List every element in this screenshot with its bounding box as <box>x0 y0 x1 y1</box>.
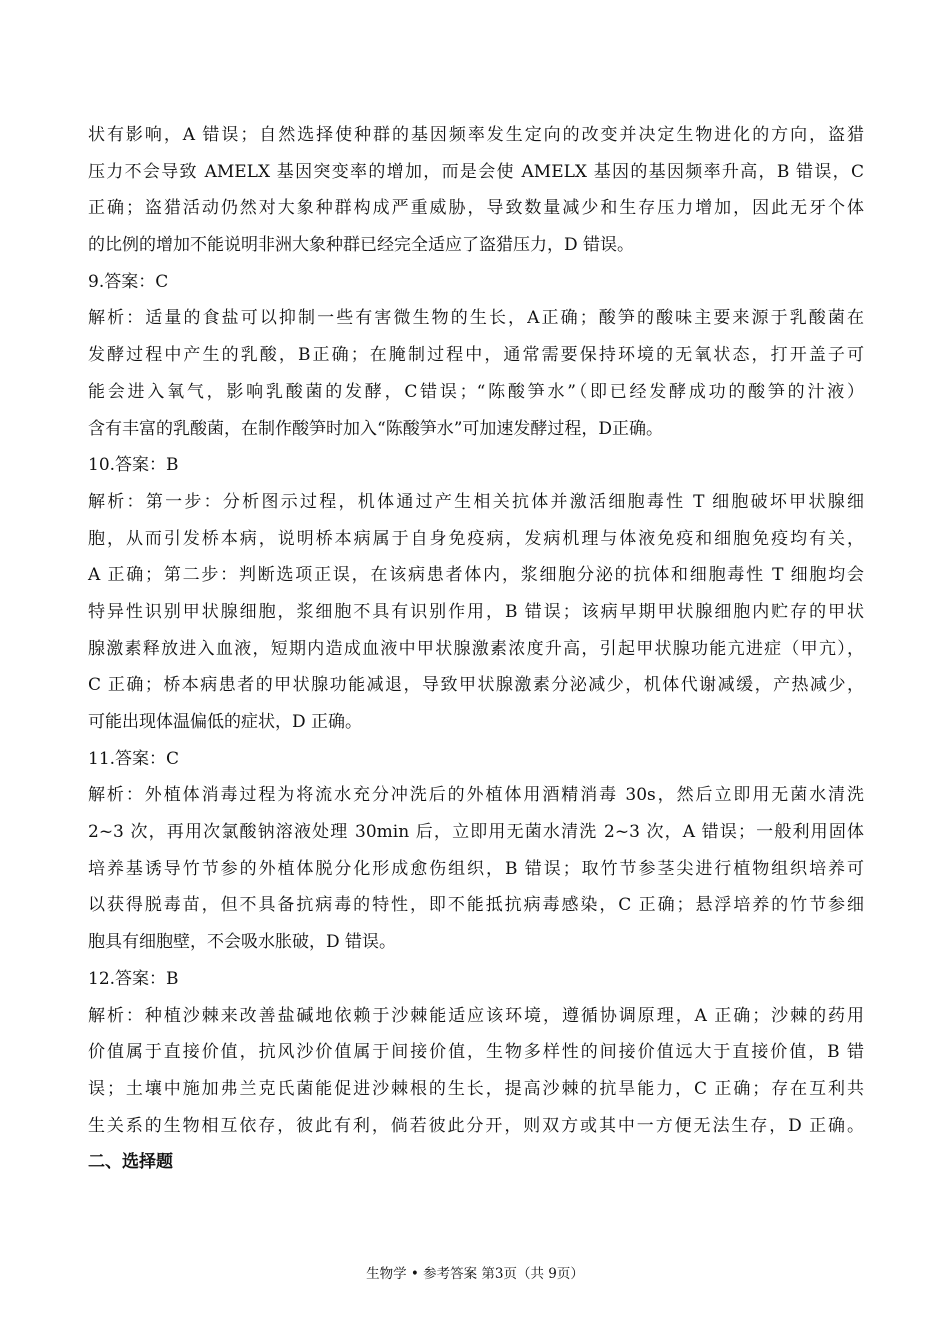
document-body <box>88 117 864 1181</box>
text-line: 以获得脱毒苗，但不具备抗病毒的特性，即不能抵抗病毒感染，C 正确；悬浮培养的竹节参细 <box>88 895 864 916</box>
text-line: 生关系的生物相互依存，彼此有利，倘若彼此分开，则双方或其中一方便无法生存，D 正确。 <box>88 1115 864 1136</box>
text-line: 解析：外植体消毒过程为将流水充分冲洗后的外植体用酒精消毒 30s，然后立即用无菌水清洗 <box>88 785 864 806</box>
text-line: 的比例的增加不能说明非洲大象种群已经完全适应了盗猎压力，D 错误。 <box>88 235 635 256</box>
text-line: 能会进入氧气，影响乳酸菌的发酵，C错误；“陈酸笋水”（即已经发酵成功的酸笋的汁液） <box>88 381 864 402</box>
text-line: 解析：第一步：分析图示过程，机体通过产生相关抗体并激活细胞毒性 T 细胞破坏甲状腺细 <box>88 491 864 512</box>
text-line: 误；土壤中施加弗兰克氏菌能促进沙棘根的生长，提高沙棘的抗旱能力，C 正确；存在互利共 <box>88 1078 864 1099</box>
text-line: 胞，从而引发桥本病，说明桥本病属于自身免疫病，发病机理与体液免疫和细胞免疫均有关， <box>88 528 864 549</box>
answer-line-10: 10.答案：B <box>88 455 179 476</box>
text-line: 正确；盗猎活动仍然对大象种群构成严重威胁，导致数量减少和生存压力增加，因此无牙个体 <box>88 198 864 219</box>
text-line: 胞具有细胞壁，不会吸水胀破，D 错误。 <box>88 932 397 953</box>
page-footer: 生物学 • 参考答案 第3页（共 9页） <box>366 1266 584 1282</box>
text-line: A 正确；第二步：判断选项正误，在该病患者体内，浆细胞分泌的抗体和细胞毒性 T 细胞均会 <box>88 565 864 586</box>
section-heading: 二、选择题 <box>88 1152 173 1173</box>
text-line: 特异性识别甲状腺细胞，浆细胞不具有识别作用，B 错误；该病早期甲状腺细胞内贮存的甲状 <box>88 601 864 622</box>
text-line: 发酵过程中产生的乳酸，B正确；在腌制过程中，通常需要保持环境的无氧状态，打开盖子可 <box>88 345 864 366</box>
text-line: 腺激素释放进入血液，短期内造成血液中甲状腺激素浓度升高，引起甲状腺功能亢进症（甲亢）， <box>88 638 864 659</box>
text-line: 状有影响，A 错误；自然选择使种群的基因频率发生定向的改变并决定生物进化的方向，盗猎 <box>88 125 864 145</box>
text-line: 解析：种植沙棘来改善盐碱地依赖于沙棘能适应该环境，遵循协调原理，A 正确；沙棘的药用 <box>88 1005 864 1026</box>
text-line: 2~3 次，再用次氯酸钠溶液处理 30min 后，立即用无菌水清洗 2~3 次，A 错误；一般利用固体 <box>88 822 864 843</box>
text-line: 培养基诱导竹节参的外植体脱分化形成愈伤组织，B 错误；取竹节参茎尖进行植物组织培养可 <box>88 858 864 879</box>
text-line: 解析：适量的食盐可以抑制一些有害微生物的生长，A正确；酸笋的酸味主要来源于乳酸菌在 <box>88 308 864 329</box>
text-line: C 正确；桥本病患者的甲状腺功能减退，导致甲状腺激素分泌减少，机体代谢减缓，产热减少， <box>88 675 864 696</box>
text-line: 压力不会导致 AMELX 基因突变率的增加，而是会使 AMELX 基因的基因频率升高，B 错误，C <box>88 161 864 182</box>
answer-line-11: 11.答案：C <box>88 748 180 769</box>
answer-line-12: 12.答案：B <box>88 968 179 989</box>
text-line: 含有丰富的乳酸菌，在制作酸笋时加入“陈酸笋水”可加速发酵过程，D正确。 <box>88 418 664 439</box>
text-line: 价值属于直接价值，抗风沙价值属于间接价值，生物多样性的间接价值远大于直接价值，B 错 <box>88 1042 864 1063</box>
answer-line-9: 9.答案：C <box>88 271 169 292</box>
text-line: 可能出现体温偏低的症状，D 正确。 <box>88 712 363 732</box>
